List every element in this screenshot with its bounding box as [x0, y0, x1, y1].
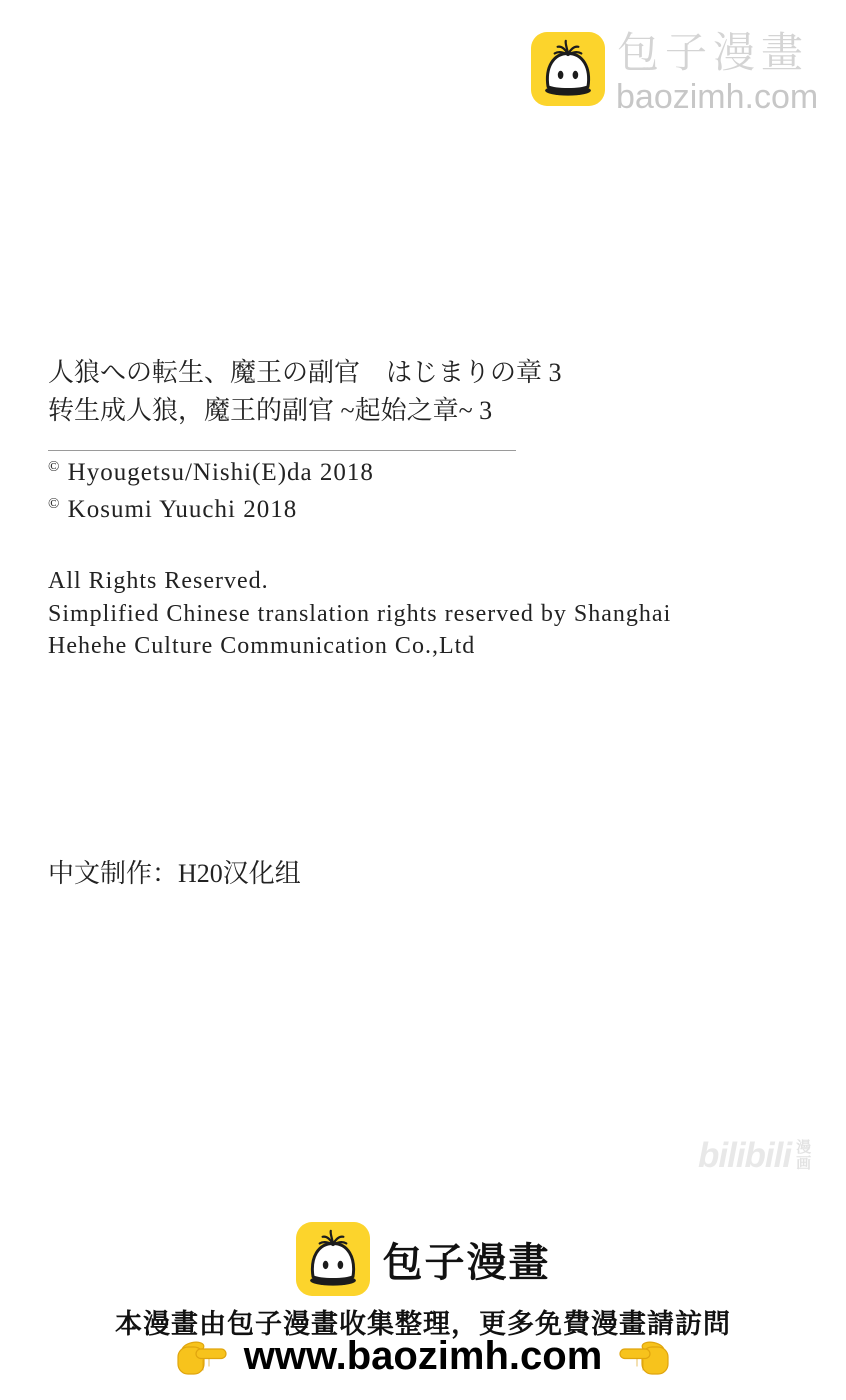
footer-url-text: www.baozimh.com: [243, 1334, 603, 1378]
copyright-line-1: [48, 459, 374, 487]
baozi-logo-icon: [531, 32, 605, 106]
pointing-left-hand-icon: [618, 1338, 670, 1376]
bilibili-manga-label: 漫 画: [796, 1139, 812, 1172]
translation-rights-line-2: Hehehe Culture Communication Co.,Ltd: [48, 633, 476, 659]
copyright-holder-1: Hyougetsu/Nishi(E)da 2018: [67, 459, 374, 486]
rights-reserved-line: All Rights Reserved.: [48, 568, 269, 594]
footer-brand: [0, 1222, 846, 1296]
translation-rights-line-1: Simplified Chinese translation rights reserved by Shanghai: [48, 601, 672, 627]
footer-brand-name: 包子漫畫: [382, 1240, 551, 1285]
footer-notice-text: 本漫畫由包子漫畫收集整理，更多免費漫畫請訪問: [115, 1309, 731, 1339]
baozi-logo-icon: [296, 1222, 370, 1296]
copyright-holder-2: Kosumi Yuuchi 2018: [67, 496, 298, 523]
bilibili-wordmark: bilibili: [698, 1136, 792, 1175]
header-brand-domain: baozimh.com: [616, 78, 819, 116]
header-brand-name: 包子漫畫: [617, 29, 810, 76]
footer-url-row: [0, 1334, 846, 1379]
pointing-right-hand-icon: [176, 1338, 228, 1376]
translation-group-credit: 中文制作：H20汉化组: [48, 859, 301, 888]
book-title-japanese: 人狼への転生、魔王の副官 はじまりの章 3: [48, 358, 562, 387]
copyright-symbol: ©: [48, 496, 61, 512]
divider-line: [48, 450, 516, 451]
book-title-chinese: 转生成人狼，魔王的副官 ~起始之章~ 3: [48, 396, 493, 425]
bilibili-watermark: [698, 1136, 811, 1176]
copyright-line-2: [48, 496, 297, 524]
copyright-symbol: ©: [48, 459, 61, 475]
